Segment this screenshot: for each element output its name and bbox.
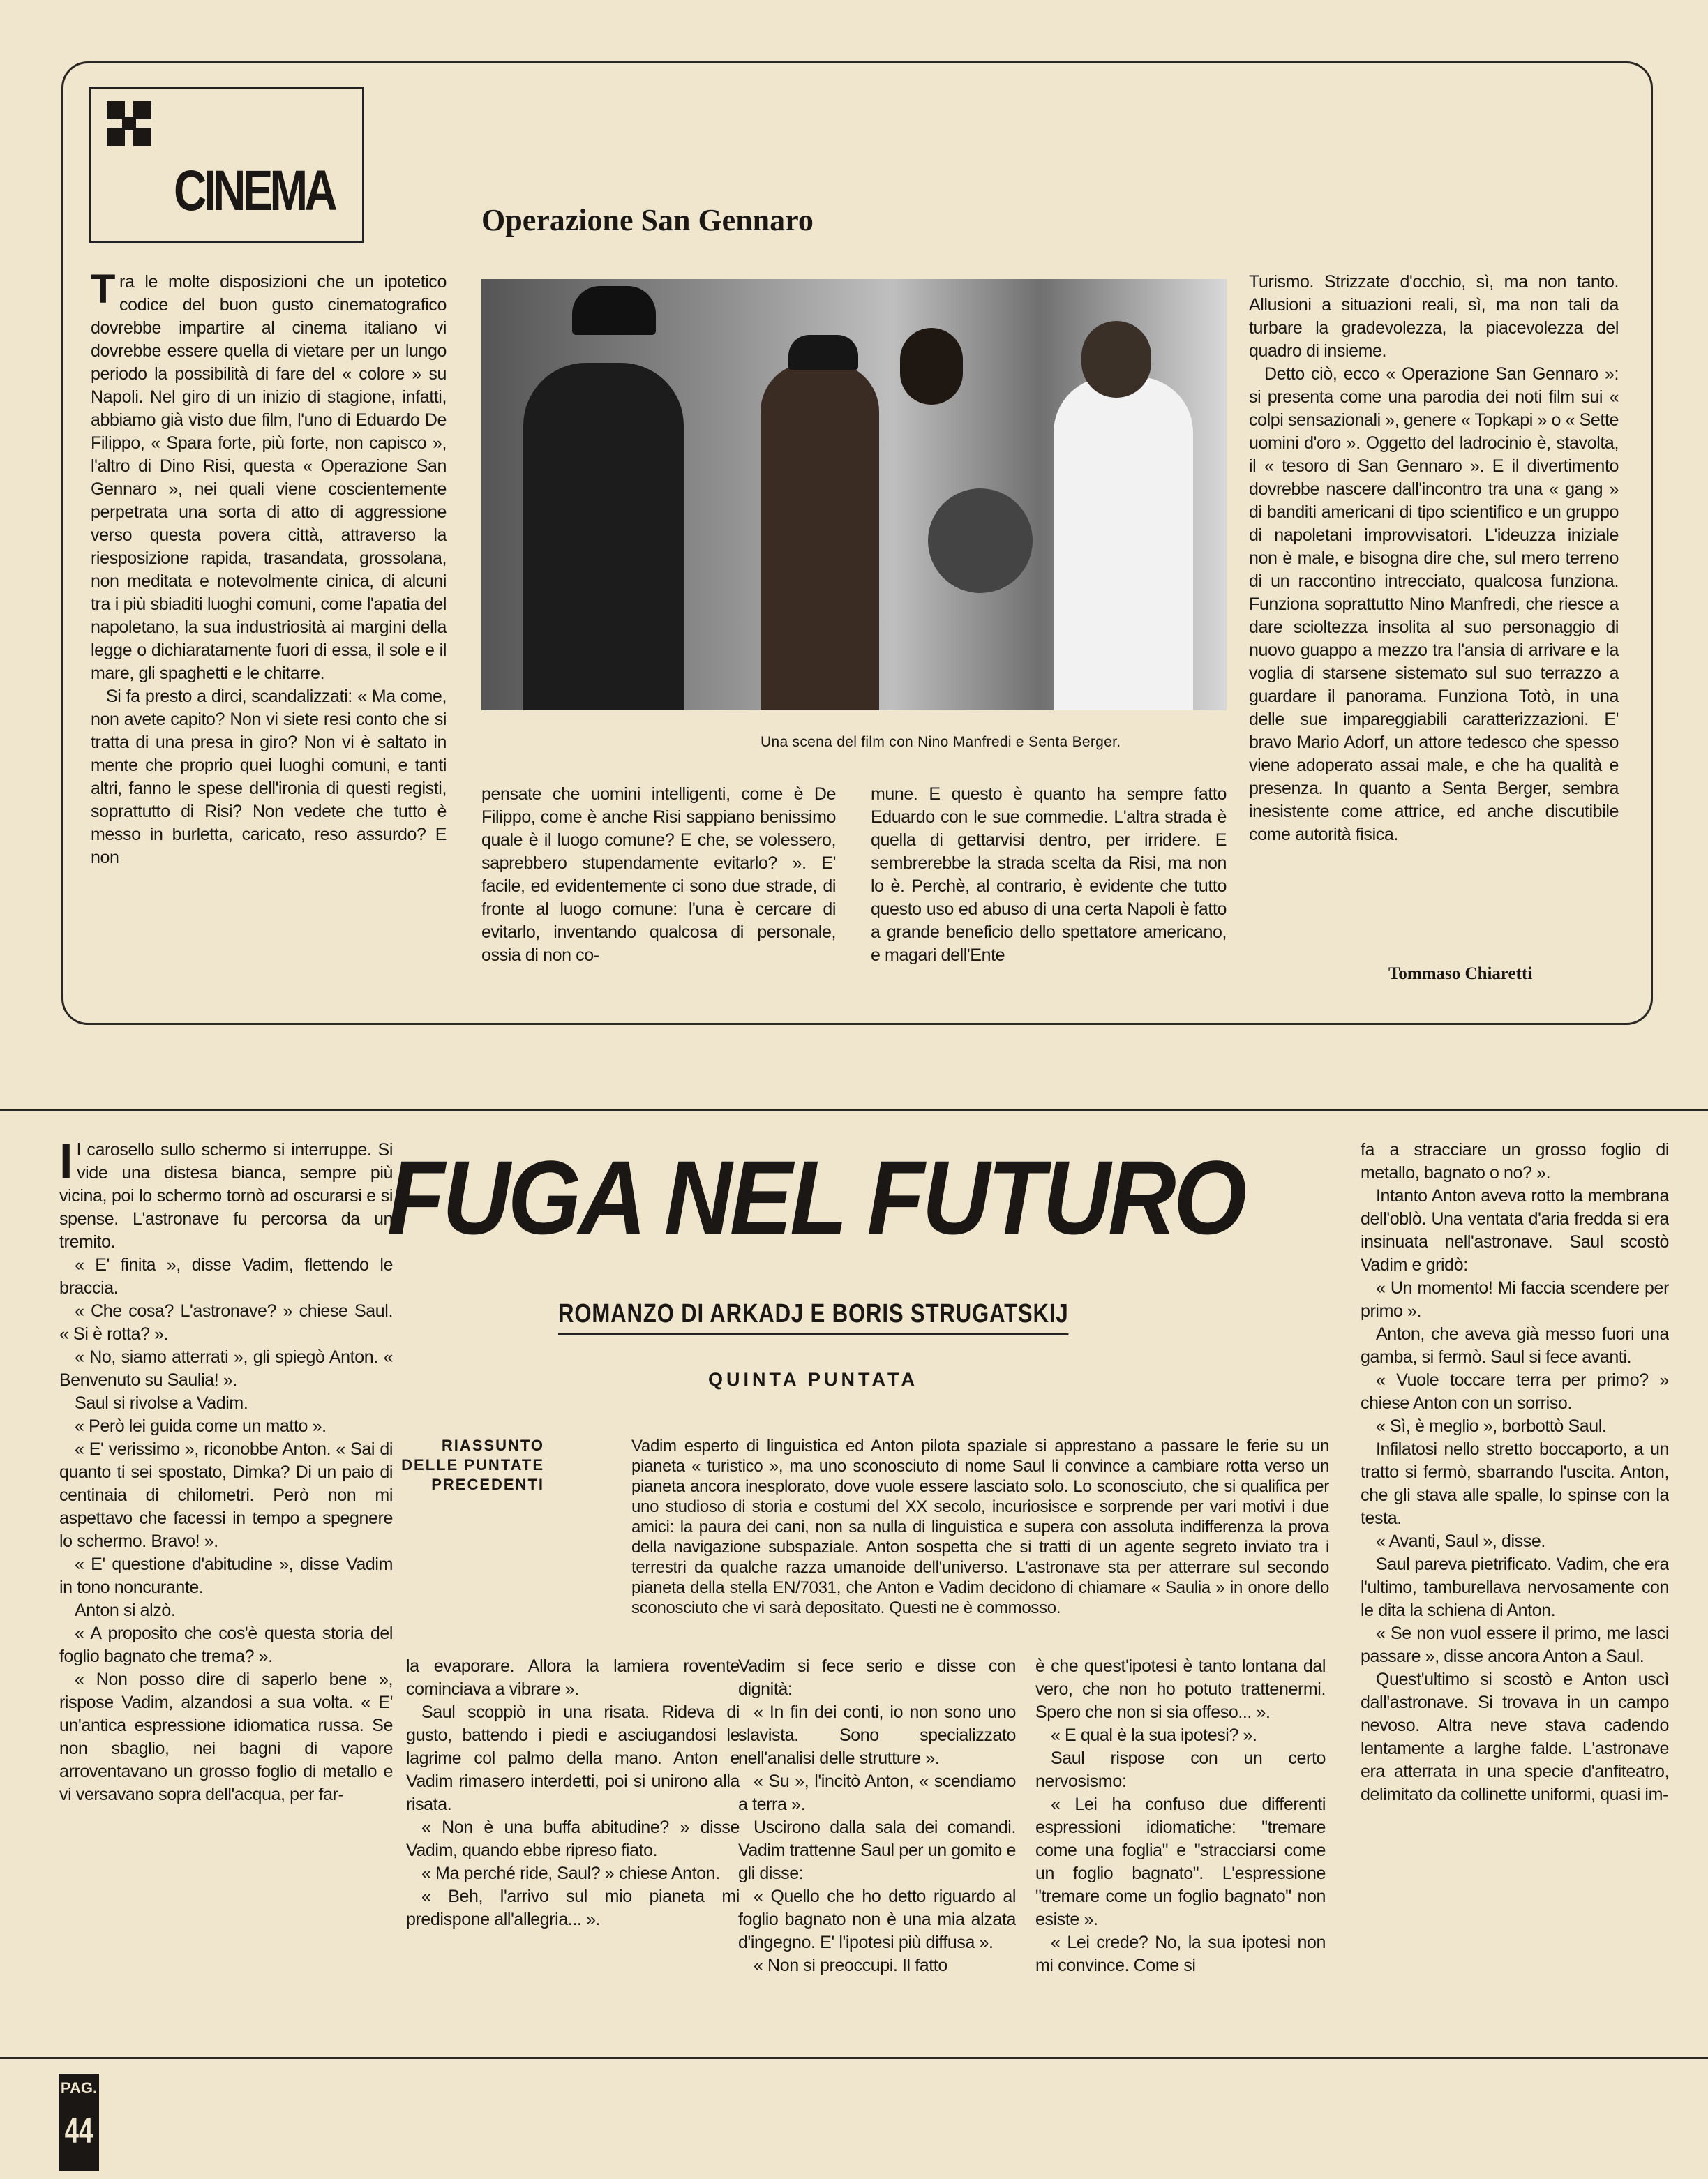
cross-icon [107, 101, 151, 146]
paragraph: Tra le molte disposizioni che un ipotetico codice del buon gusto cinematografico dovrebbe impartire al cinema italiano vi dovrebbe essere quella di vietare per un lungo periodo la possibilità di fare del « colore » su Napoli. Nel giro di un inizio di stagione, infatti, abbiamo già visto due film, l'uno di Eduardo De Filippo, « Spara forte, più forte, non capisco », l'altro di Dino Risi, questa « Operazione San Gennaro », nei quali viene coscientemente perpetrata una sorta di atto di aggressione verso questa povera città, attraverso la riesposizione rapida, trasandata, grossolana, non meditata e notevolmente cinica, di alcuni tra i più sbiaditi luoghi comuni, come l'apatia del napoletano, la sua industriosità ai margini della legge o dichiaratamente fuori di essa, il sole e il mare, gli spaghetti e le chitarre. [91, 271, 447, 683]
paragraph: « Ma perché ride, Saul? » chiese Anton. [421, 1864, 720, 1883]
novel-subtitle: ROMANZO DI ARKADJ E BORIS STRUGATSKIJ [558, 1299, 1068, 1335]
paragraph: Anton si alzò. [75, 1601, 176, 1620]
paragraph: mune. E questo è quanto ha sempre fatto Eduardo con le sue commedie. L'altra strada è quella di gettarvisi dentro, per irridere. E sembrerebbe la strada scelta da Risi, ma non lo è. Perchè, al contrario, è evidente che tutto questo uso ed abuso di una certa Napoli è fatto a grande beneficio dello spettatore americano, e magari dell'Ente [871, 784, 1227, 965]
footer-divider [0, 2057, 1708, 2059]
paragraph: Infilatosi nello stretto boccaporto, a un tratto si fermò, sbarrando l'uscita. Anton, che gli stava alle spalle, lo spinse con la testa. [1361, 1439, 1669, 1528]
paragraph: la evaporare. Allora la lamiera rovente cominciava a vibrare ». [406, 1656, 740, 1699]
paragraph: Il carosello sullo schermo si interruppe. Si vide una distesa bianca, sempre più vicina, poi lo schermo tornò ad oscurarsi e si spense. L'astronave fu percorsa da un tremito. [59, 1139, 393, 1252]
novel-column-2 [406, 1655, 740, 2046]
photo-caption: Una scena del film con Nino Manfredi e Senta Berger. [761, 734, 1121, 750]
paragraph: « Se non vuol essere il primo, me lasci passare », disse ancora Anton a Saul. [1361, 1624, 1669, 1666]
paragraph: « Però lei guida come un matto ». [75, 1416, 327, 1436]
summary-label: RIASSUNTO DELLE PUNTATE PRECEDENTI [401, 1437, 544, 1493]
paragraph: « E' finita », disse Vadim, flettendo le braccia. [59, 1255, 393, 1298]
paragraph: Anton, che aveva già messo fuori una gamba, si fermò. Saul si fece avanti. [1361, 1324, 1669, 1367]
paragraph: « Quello che ho detto riguardo al foglio bagnato non è una mia alzata d'ingegno. E' l'ipotesi più diffusa ». [738, 1887, 1016, 1952]
episode-label: QUINTA PUNTATA [708, 1369, 918, 1390]
paragraph: « Non posso dire di saperlo bene », rispose Vadim, alzandosi a sua volta. « E' un'antica espressione idiomatica russa. Se non sbaglio, nei bagni di vapore arroventavano un grosso foglio di metallo e vi versavano sopra dell'acqua, per far- [59, 1670, 393, 1804]
paragraph: « No, siamo atterrati », gli spiegò Anton. « Benvenuto su Saulia! ». [59, 1347, 393, 1390]
cinema-logo [89, 87, 364, 243]
paragraph: « E' questione d'abitudine », disse Vadim in tono noncurante. [59, 1555, 393, 1597]
page-label: PAG. [60, 2079, 98, 2097]
paragraph: Vadim si fece serio e disse con dignità: [738, 1656, 1016, 1699]
paragraph: « Vuole toccare terra per primo? » chiese Anton con un sorriso. [1361, 1370, 1669, 1413]
drop-cap: T [91, 271, 116, 312]
novel-column-1 [59, 1139, 393, 2060]
paragraph: Saul si rivolse a Vadim. [75, 1393, 248, 1413]
paragraph: « Che cosa? L'astronave? » chiese Saul. « Si è rotta? ». [59, 1301, 393, 1344]
paragraph: « Avanti, Saul », disse. [1376, 1532, 1545, 1551]
paragraph: Saul pareva pietrificato. Vadim, che era l'ultimo, tamburellava nervosamente con le dita la schiena di Anton. [1361, 1555, 1669, 1620]
paragraph: « Un momento! Mi faccia scendere per primo ». [1361, 1278, 1669, 1321]
cinema-column-2 [481, 783, 836, 992]
film-still-photo [481, 279, 1227, 710]
paragraph: « Sì, è meglio », borbottò Saul. [1376, 1416, 1607, 1436]
cinema-column-1 [91, 271, 447, 989]
novel-column-4 [1035, 1655, 1326, 2046]
paragraph: « Non è una buffa abitudine? » disse Vadim, quando ebbe ripreso fiato. [406, 1818, 740, 1860]
article-author: Tommaso Chiaretti [1388, 964, 1533, 983]
novel-column-5 [1361, 1139, 1669, 2046]
page-number-box [59, 2074, 99, 2171]
paragraph: Saul rispose con un certo nervosismo: [1035, 1749, 1326, 1791]
paragraph: « Non si preoccupi. Il fatto [754, 1956, 947, 1975]
paragraph: Uscirono dalla sala dei comandi. Vadim trattenne Saul per un gomito e gli disse: [738, 1818, 1016, 1883]
paragraph: « Lei crede? No, la sua ipotesi non mi convince. Come si [1035, 1933, 1326, 1975]
paragraph: è che quest'ipotesi è tanto lontana dal vero, che non ho potuto trattenermi. Spero che non si sia offeso... ». [1035, 1656, 1326, 1722]
paragraph: « In fin dei conti, io non sono uno slavista. Sono specializzato nell'analisi delle strutture ». [738, 1702, 1016, 1768]
paragraph: « A proposito che cos'è questa storia del foglio bagnato che trema? ». [59, 1624, 393, 1666]
page-number: 44 [64, 2111, 93, 2151]
paragraph: Detto ciò, ecco « Operazione San Gennaro »: si presenta come una parodia dei noti film sui « colpi sensazionali », genere « Topkapi » o « Sette uomini d'oro ». Oggetto del ladrocinio è, stavolta, il « tesoro di San Gennaro ». E il divertimento dovrebbe nascere dall'incontro tra una « gang » di banditi americani di tipo scientifico e un gruppo di napoletani improvvisatori. L'ideuzza iniziale non è male, e bisogna dire che, sul mero terreno di un raccontino intrecciato, qualcosa funziona. Funziona soprattutto Nino Manfredi, che riesce a dare scioltezza insolita al suo personaggio di nuovo guappo a mezzo tra l'ansia di arrivare e la voglia di starsene sistemato sul suo terrazzo a guardare il panorama. Funziona Totò, in una delle sue impareggiabili caratterizzazioni. E' bravo Mario Adorf, un attore tedesco che spesso viene adoperato assai male, e che ha qualità e presenza. In quanto a Senta Berger, sembra inesistente come attrice, ed anche discutibile come autorità fisica. [1249, 364, 1619, 844]
paragraph: Quest'ultimo si scostò e Anton uscì dall'astronave. Si trovava in un campo nevoso. Altra neve stava cadendo lentamente a larghe falde. L'astronave era atterrata in una specie d'anfiteatro, delimitato da collinette uniformi, quasi im- [1361, 1670, 1669, 1804]
paragraph: « Su », l'incitò Anton, « scendiamo a terra ». [738, 1772, 1016, 1814]
article-title: Operazione San Gennaro [481, 203, 814, 237]
novel-column-3 [738, 1655, 1016, 2046]
paragraph: « E' verissimo », riconobbe Anton. « Sai di quanto ti sei spostato, Dimka? Di un paio di centinaia di chilometri. Però non mi aspettavo che facessi in tempo a spegnere lo schermo. Bravo! ». [59, 1439, 393, 1551]
cinema-logo-text: CINEMA [174, 159, 334, 223]
paragraph: « E qual è la sua ipotesi? ». [1051, 1725, 1257, 1745]
paragraph: Turismo. Strizzate d'occhio, sì, ma non tanto. Allusioni a situazioni reali, sì, ma non tali da turbare la gradevolezza, la piacevolezza del quadro di insieme. [1249, 272, 1619, 361]
summary-text: Vadim esperto di linguistica ed Anton pilota spaziale si apprestano a passare le ferie su un pianeta « turistico », ma uno sconosciuto di nome Saul li convince a cambiare rotta verso un pianeta ancora inesplorato, dove vuole essere lasciato solo. Lo sconosciuto, che si qualifica per uno studioso di storia e costumi del XX secolo, incuriosisce e sorprende per vari motivi i due amici: la paura dei cani, non sa nulla di linguistica e supera con assoluta indifferenza la prova della navigazione subspaziale. Anton sospetta che si tratti di un agente segreto inviato tra i terrestri da qualche razza umanoide dell'universo. L'astronave sta per atterrare sul secondo pianeta della stella EN/7031, che Anton e Vadim decidono di chiamare « Saulia » in onore dello sconosciuto che vi sarà depositato. Questi ne è commosso. [631, 1437, 1329, 1617]
paragraph: pensate che uomini intelligenti, come è De Filippo, come è anche Risi sappiano benissimo quale è il luogo comune? E che, se volessero, saprebbero stupendamente evitarlo? ». E' facile, ed evidentemente ci sono due strade, di fronte al luogo comune: l'una è cercare di evitarlo, inventando qualcosa di personale, ossia di non co- [481, 784, 836, 965]
drop-cap: I [59, 1139, 73, 1188]
cinema-column-3 [871, 783, 1227, 992]
cinema-column-4 [1249, 271, 1619, 954]
paragraph: Saul scoppiò in una risata. Rideva di gusto, battendo i piedi e asciugandosi le lagrime col palmo della mano. Anton e Vadim rimasero interdetti, poi si unirono alla risata. [406, 1702, 740, 1814]
paragraph: « Lei ha confuso due differenti espressioni idiomatiche: "tremare come una foglia" e "stracciarsi come un foglio bagnato". L'espressione "tremare come un foglio bagnato" non esiste ». [1035, 1795, 1326, 1929]
paragraph: « Beh, l'arrivo sul mio pianeta mi predispone all'allegria... ». [406, 1887, 740, 1929]
novel-title: FUGA NEL FUTURO [387, 1139, 1245, 1256]
paragraph: fa a stracciare un grosso foglio di metallo, bagnato o no? ». [1361, 1140, 1669, 1183]
paragraph: Intanto Anton aveva rotto la membrana dell'oblò. Una ventata d'aria fredda si era insinuata nell'astronave. Saul scostò Vadim e gridò: [1361, 1186, 1669, 1275]
section-divider [0, 1109, 1708, 1111]
paragraph: Si fa presto a dirci, scandalizzati: « Ma come, non avete capito? Non vi siete resi conto che si tratta di una presa in giro? Non vi è saltato in mente che proprio quei luoghi comuni, e tanti altri, fanno le spese dell'ironia di questi registi, soprattutto di Risi? Non vedete che tutto è messo in burletta, caricato, reso assurdo? E non [91, 687, 447, 867]
